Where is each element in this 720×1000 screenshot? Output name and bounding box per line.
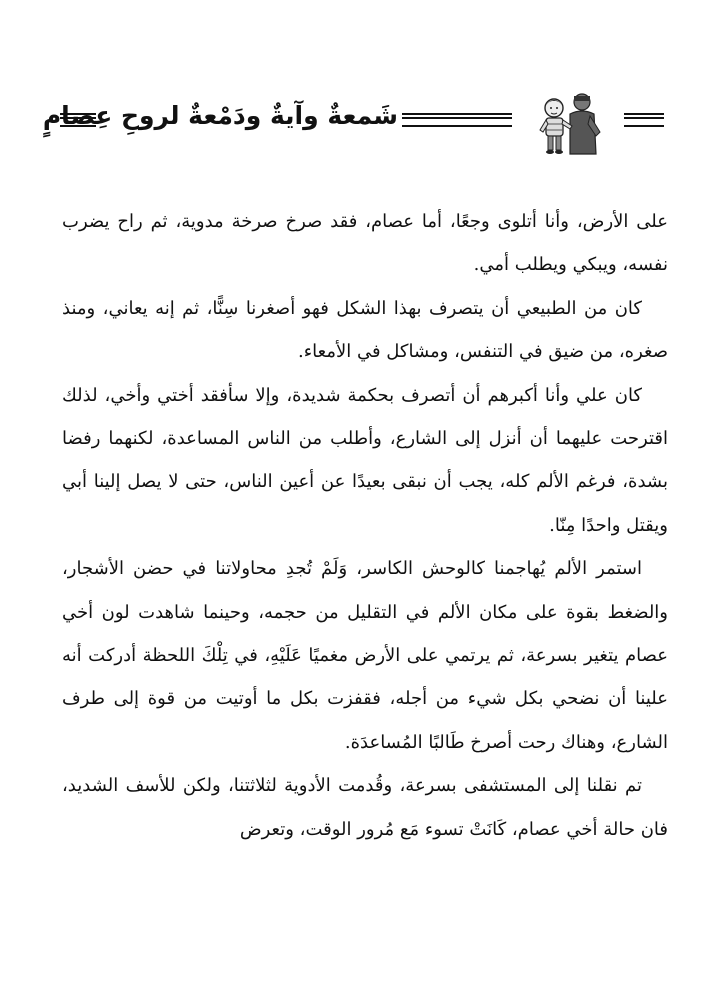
page-header bbox=[0, 88, 720, 158]
decorative-rule-middle bbox=[402, 113, 512, 127]
story-body bbox=[62, 200, 668, 851]
paragraph-3: كان علي وأنا أكبرهم أن أتصرف بحكمة شديدة، وإلا سأفقد أختي وأخي، لذلك اقترحت عليهما أن أنزل إلى الشارع، وأطلب من الناس المساعدة، لكنهما رفضا بشدة، فرغم الألم كله، يجب أن نبقى بعيدًا عن أعين الناس، حتى لا يصل إلينا أبي ويقتل واحدًا مِنّا. bbox=[62, 384, 668, 536]
boy-and-man-illustration-icon bbox=[530, 88, 614, 160]
paragraph-4: استمر الألم يُهاجمنا كالوحش الكاسر، وَلَمْ تُجدِ محاولاتنا في حضن الأشجار، والضغط بقوة على مكان الألم في التقليل من حجمه، وحينما شاهدت لون أخي عصام يتغير بسرعة، ثم يرتمي على الأرض مغميًا عَلَيْهِ، في تِلْكَ اللحظة أدركت أنه علينا أن نضحي بكل شيء من أجله، فقفزت بكل ما أوتيت من قوة إلى طرف الشارع، وهناك رحت أصرخ طَالبًا المُساعدَة. bbox=[62, 558, 668, 753]
paragraph-1: على الأرض، وأنا أتلوى وجعًا، أما عصام، فقد صرخ صرخة مدوية، ثم راح يضرب نفسه، ويبكي ويطلب أمي. bbox=[62, 211, 668, 276]
decorative-rule-right bbox=[624, 113, 664, 127]
chapter-title: شَمعةٌ وآيةٌ ودَمْعةٌ لروحِ عِصامٍ bbox=[42, 101, 398, 130]
paragraph-2: كان من الطبيعي أن يتصرف بهذا الشكل فهو أصغرنا سِنًّا، ثم إنه يعاني، ومنذ صغره، من ضيق في التنفس، ومشاكل في الأمعاء. bbox=[62, 297, 668, 363]
paragraph-5: تم نقلنا إلى المستشفى بسرعة، وقُدمت الأدوية لثلاثتنا، ولكن للأسف الشديد، فان حالة أخي عصام، كَانَتْ تسوء مَع مُرور الوقت، وتعرض bbox=[62, 775, 668, 840]
